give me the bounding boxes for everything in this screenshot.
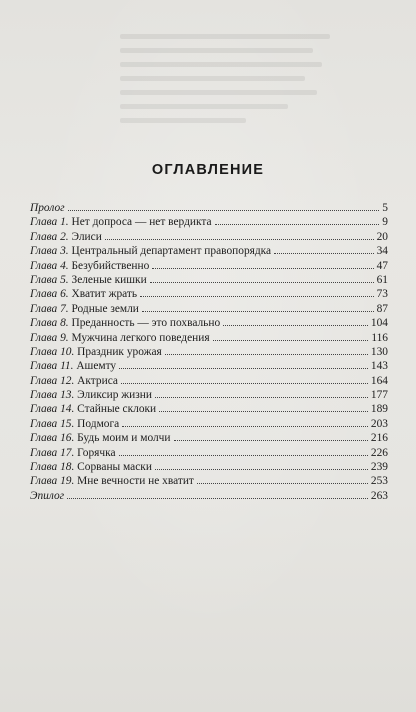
toc-entry xyxy=(30,273,388,287)
toc-entry xyxy=(30,402,388,416)
entry-label xyxy=(30,417,119,431)
chapter-prefix: Глава 5. xyxy=(30,273,69,286)
chapter-title: Преданность — это похвально xyxy=(68,317,221,330)
dot-leader xyxy=(215,224,380,225)
chapter-prefix: Глава 15. xyxy=(30,417,75,430)
entry-label xyxy=(30,259,149,273)
page-number: 47 xyxy=(376,259,388,272)
dot-leader xyxy=(274,253,374,254)
toc-entry xyxy=(30,359,388,373)
dot-leader xyxy=(223,325,368,326)
entry-label xyxy=(30,316,220,330)
chapter-prefix: Глава 18. xyxy=(30,461,75,474)
dot-leader xyxy=(165,354,368,355)
page-number: 87 xyxy=(376,302,388,315)
chapter-prefix: Глава 13. xyxy=(30,389,75,402)
entry-label xyxy=(30,244,271,258)
dot-leader xyxy=(152,268,373,269)
dot-leader xyxy=(140,296,374,297)
toc-title: ОГЛАВЛЕНИЕ xyxy=(151,162,265,178)
dot-leader xyxy=(119,368,368,369)
entry-label xyxy=(30,402,156,416)
chapter-prefix: Глава 12. xyxy=(30,374,75,387)
chapter-prefix: Глава 9. xyxy=(30,331,69,344)
dot-leader xyxy=(197,483,368,484)
toc-entry xyxy=(30,215,388,229)
entry-label xyxy=(30,374,118,388)
entry-label xyxy=(30,460,152,474)
toc-entry xyxy=(30,345,388,359)
entry-label xyxy=(30,345,162,359)
entry-label xyxy=(30,431,171,445)
chapter-title: Безубийственно xyxy=(68,259,150,272)
chapter-title: Центральный департамент правопорядка xyxy=(68,245,272,258)
chapter-prefix: Глава 4. xyxy=(30,259,69,272)
chapter-title: Элиси xyxy=(68,230,102,243)
toc-entry xyxy=(30,388,388,402)
chapter-title: Будь моим и молчи xyxy=(74,432,171,445)
toc-entry xyxy=(30,259,388,273)
chapter-prefix: Глава 8. xyxy=(30,317,69,330)
chapter-prefix: Эпилог xyxy=(30,489,65,502)
dot-leader xyxy=(68,210,380,211)
dot-leader xyxy=(155,397,368,398)
chapter-title: Мужчина легкого поведения xyxy=(68,331,210,344)
entry-label xyxy=(30,474,194,488)
dot-leader xyxy=(122,426,368,427)
chapter-prefix: Глава 17. xyxy=(30,446,75,459)
chapter-title: Родные земли xyxy=(68,302,139,315)
page-number: 73 xyxy=(376,288,388,301)
dot-leader xyxy=(155,469,368,470)
chapter-prefix: Пролог xyxy=(30,202,65,214)
show-through-text xyxy=(120,34,330,144)
page-number: 116 xyxy=(371,331,388,344)
toc-entry xyxy=(30,201,388,215)
chapter-title: Праздник урожая xyxy=(74,345,162,358)
chapter-title: Актриса xyxy=(74,374,118,387)
chapter-prefix: Глава 16. xyxy=(30,432,75,445)
page-number: 130 xyxy=(370,345,388,358)
page-number: 203 xyxy=(370,417,388,430)
chapter-prefix: Глава 6. xyxy=(30,288,69,301)
page-number: 226 xyxy=(370,446,388,459)
toc-entry xyxy=(30,331,388,345)
toc-entry xyxy=(30,374,388,388)
chapter-title: Горячка xyxy=(74,446,116,459)
toc-entry xyxy=(30,446,388,460)
chapter-prefix: Глава 7. xyxy=(30,302,69,315)
entry-label xyxy=(30,273,147,287)
page-number: 253 xyxy=(370,475,388,488)
chapter-title: Сорваны маски xyxy=(74,461,152,474)
chapter-title: Эликсир жизни xyxy=(74,389,152,402)
entry-label xyxy=(30,230,102,244)
toc-entry xyxy=(30,489,388,503)
chapter-title: Ашемту xyxy=(73,360,117,373)
dot-leader xyxy=(121,383,368,384)
chapter-title: Подмога xyxy=(74,417,120,430)
chapter-prefix: Глава 11. xyxy=(30,360,74,373)
dot-leader xyxy=(174,440,368,441)
entry-label xyxy=(30,302,139,316)
chapter-prefix: Глава 19. xyxy=(30,475,75,488)
chapter-title: Нет допроса — нет вердикта xyxy=(68,216,212,229)
toc-entry xyxy=(30,302,388,316)
dot-leader xyxy=(105,239,374,240)
toc-entry xyxy=(30,287,388,301)
chapter-prefix: Глава 1. xyxy=(30,216,69,229)
chapter-prefix: Глава 3. xyxy=(30,245,69,258)
entry-label xyxy=(30,489,64,503)
toc-entry xyxy=(30,474,388,488)
page-number: 164 xyxy=(370,374,388,387)
chapter-title: Мне вечности не хватит xyxy=(74,475,194,488)
entry-label xyxy=(30,446,116,460)
chapter-title: Стайные склоки xyxy=(74,403,157,416)
entry-label xyxy=(30,201,65,215)
entry-label xyxy=(30,287,137,301)
page-number: 263 xyxy=(370,489,388,502)
chapter-prefix: Глава 14. xyxy=(30,403,75,416)
entry-label xyxy=(30,331,210,345)
page-number: 34 xyxy=(376,245,388,258)
dot-leader xyxy=(159,411,368,412)
entry-label xyxy=(30,359,116,373)
page-number: 104 xyxy=(370,317,388,330)
page-number: 9 xyxy=(382,216,388,229)
toc-entry xyxy=(30,460,388,474)
dot-leader xyxy=(150,282,374,283)
page-number: 20 xyxy=(376,230,388,243)
chapter-prefix: Глава 10. xyxy=(30,345,75,358)
page-number: 177 xyxy=(370,389,388,402)
entry-label xyxy=(30,215,212,229)
toc-entry xyxy=(30,431,388,445)
page-number: 239 xyxy=(370,461,388,474)
page-number: 189 xyxy=(370,403,388,416)
chapter-title: Зеленые кишки xyxy=(68,273,147,286)
chapter-title: Хватит жрать xyxy=(68,288,138,301)
dot-leader xyxy=(67,498,368,499)
dot-leader xyxy=(119,455,368,456)
dot-leader xyxy=(213,340,369,341)
toc-entry xyxy=(30,230,388,244)
page-number: 216 xyxy=(370,432,388,445)
dot-leader xyxy=(142,311,374,312)
chapter-prefix: Глава 2. xyxy=(30,230,69,243)
page-number: 61 xyxy=(376,273,388,286)
toc-entry xyxy=(30,316,388,330)
toc-entry xyxy=(30,244,388,258)
entry-label xyxy=(30,388,152,402)
table-of-contents xyxy=(30,201,388,503)
toc-entry xyxy=(30,417,388,431)
page-number: 5 xyxy=(382,202,388,214)
page-number: 143 xyxy=(370,360,388,373)
